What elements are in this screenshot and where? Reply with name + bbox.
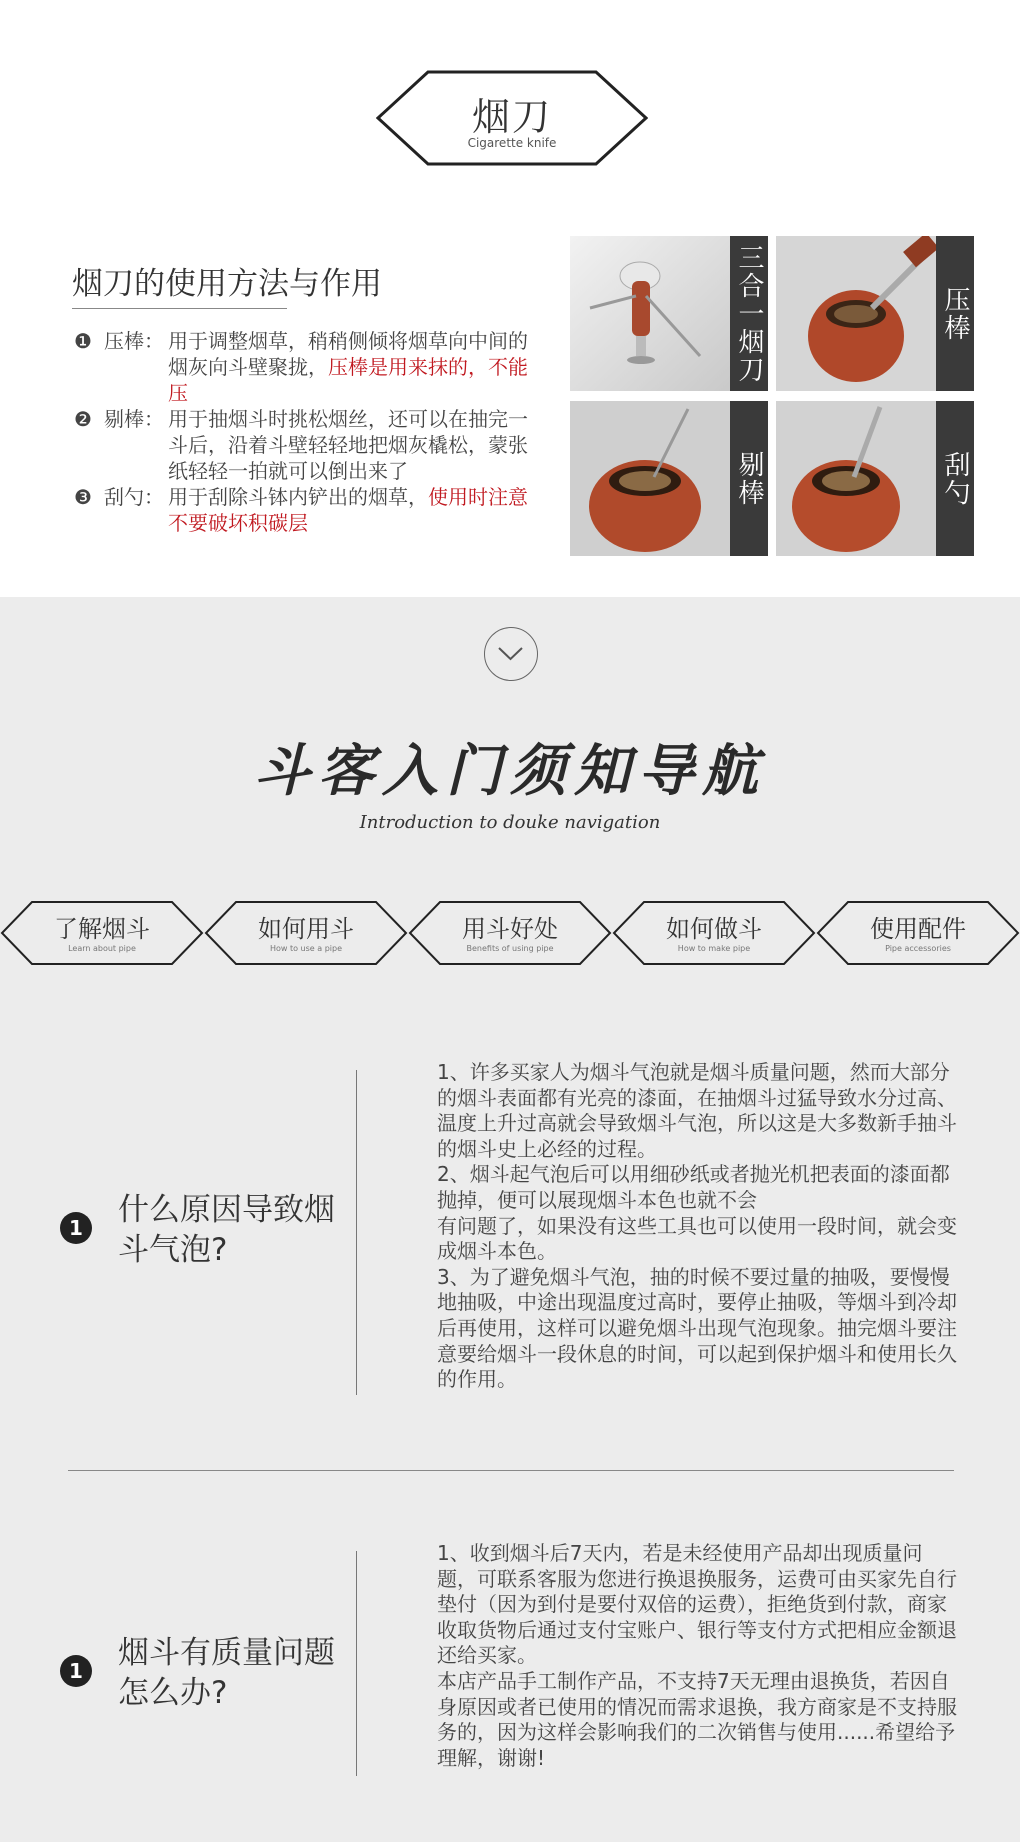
usage-step — [74, 484, 534, 536]
step-number: ❸ — [74, 485, 92, 509]
answer-paragraph: 本店产品手工制作产品，不支持7天无理由退换货，若因自身原因或者已使用的情况而需求退换，我方商家是不支持服务的，因为这样会影响我们的二次销售与使用......希望给予理解，谢谢! — [437, 1668, 957, 1770]
photo-caption: 三合一烟刀 — [730, 236, 768, 391]
photo-spoon — [776, 401, 974, 556]
usage-heading: 烟刀的使用方法与作用 — [72, 266, 382, 302]
nav-how-to-use[interactable] — [204, 900, 408, 966]
pipe-pick-icon — [570, 401, 732, 556]
vertical-divider — [356, 1070, 357, 1395]
nav-sublabel: Learn about pipe — [68, 944, 136, 953]
nav-label: 用斗好处 — [462, 915, 558, 943]
section-title: 烟刀 — [471, 95, 552, 139]
pipe-tamper-icon — [776, 236, 938, 391]
step-label: 剔棒： — [104, 407, 164, 431]
step-text: 用于刮除斗钵内铲出的烟草，使用时注意不要破坏积碳层 — [168, 485, 528, 535]
nav-sublabel: How to make pipe — [677, 944, 751, 953]
usage-steps-list — [74, 328, 534, 536]
scroll-down-button[interactable] — [484, 627, 538, 681]
step-label: 压棒： — [104, 329, 164, 353]
step-emphasis: 使用时注意不要破坏积碳层 — [168, 485, 528, 535]
answer-paragraph: 1、收到烟斗后7天内，若是未经使用产品却出现质量问题，可联系客服为您进行换退换服务，运费可由买家先自行垫付（因为到付是要付双倍的运费），拒绝货到付款，商家收取货物后通过支付宝账户、银行等支付方式把相应金额退还给买家。 — [437, 1541, 957, 1668]
question-number-badge: 1 — [60, 1655, 92, 1687]
photo-three-in-one — [570, 236, 768, 391]
section-subtitle: Cigarette knife — [467, 136, 557, 150]
nav-sublabel: How to use a pipe — [269, 944, 343, 953]
step-text: 用于抽烟斗时挑松烟丝，还可以在抽完一斗后，沿着斗壁轻轻地把烟灰橇松，蒙张纸轻轻一拍就可以倒出来了 — [168, 407, 528, 483]
vertical-divider — [356, 1551, 357, 1776]
answer-paragraph: 1、许多买家人为烟斗气泡就是烟斗质量问题，然而大部分的烟斗表面都有光亮的漆面，在抽烟斗过猛导致水分过高、温度上升过高就会导致烟斗气泡，所以这是大多数新手抽斗的烟斗史上必经的过程。 — [437, 1060, 957, 1161]
nav-how-to-make[interactable] — [612, 900, 816, 966]
guide-subtitle: Introduction to douke navigation — [359, 812, 661, 833]
heading-underline — [72, 308, 287, 309]
pipe-guide-section — [0, 597, 1020, 1842]
guide-title: 斗客入门须知导航 — [254, 738, 766, 804]
guide-nav — [0, 900, 1020, 966]
three-in-one-knife-icon — [570, 236, 732, 391]
section-divider — [68, 1470, 954, 1471]
question-text: 什么原因导致烟斗气泡? — [118, 1192, 335, 1268]
answer-text — [437, 1060, 962, 1393]
answer-paragraph: 2、烟斗起气泡后可以用细砂纸或者抛光机把表面的漆面都抛掉，便可以展现烟斗本色也就不会 — [437, 1162, 950, 1212]
pipe-spoon-icon — [776, 401, 938, 556]
qa-pipe-bubbles — [0, 1060, 1020, 1400]
question-number-badge: 1 — [60, 1212, 92, 1244]
photo-caption: 刮勺 — [936, 401, 974, 556]
nav-benefits[interactable] — [408, 900, 612, 966]
usage-step — [74, 328, 534, 406]
answer-paragraph: 有问题了，如果没有这些工具也可以使用一段时间，就会变成烟斗本色。 — [437, 1213, 957, 1264]
cigarette-knife-section — [0, 0, 1020, 597]
nav-accessories[interactable] — [816, 900, 1020, 966]
chevron-down-icon — [485, 628, 536, 679]
step-number: ❷ — [74, 407, 92, 431]
nav-sublabel: Benefits of using pipe — [466, 944, 554, 953]
step-text: 用于调整烟草，稍稍侧倾将烟草向中间的烟灰向斗壁聚拢，压棒是用来抹的，不能压 — [168, 329, 528, 405]
nav-label: 如何做斗 — [666, 915, 762, 943]
question-text: 烟斗有质量问题怎么办? — [118, 1635, 335, 1711]
step-number: ❶ — [74, 329, 92, 353]
nav-label: 使用配件 — [870, 915, 966, 943]
nav-learn-about-pipe[interactable] — [0, 900, 204, 966]
answer-text — [437, 1541, 962, 1771]
photo-pick — [570, 401, 768, 556]
photo-caption: 压棒 — [936, 236, 974, 391]
photo-tamper — [776, 236, 974, 391]
step-label: 刮勺： — [104, 485, 164, 509]
nav-sublabel: Pipe accessories — [885, 944, 951, 953]
nav-label: 了解烟斗 — [54, 915, 150, 943]
nav-label: 如何用斗 — [258, 915, 354, 943]
tool-photo-grid — [570, 236, 975, 556]
answer-paragraph: 3、为了避免烟斗气泡，抽的时候不要过量的抽吸，要慢慢地抽吸，中途出现温度过高时，要停止抽吸，等烟斗到冷却后再使用，这样可以避免烟斗出现气泡现象。抽完烟斗要注意要给烟斗一段休息的时间，可以起到保护烟斗和使用长久的作用。 — [437, 1264, 957, 1392]
qa-quality-problem — [0, 1541, 1020, 1781]
step-emphasis: 压棒是用来抹的，不能压 — [168, 355, 528, 405]
section-title-hexagon — [376, 70, 648, 166]
usage-step — [74, 406, 534, 484]
photo-caption: 剔棒 — [730, 401, 768, 556]
